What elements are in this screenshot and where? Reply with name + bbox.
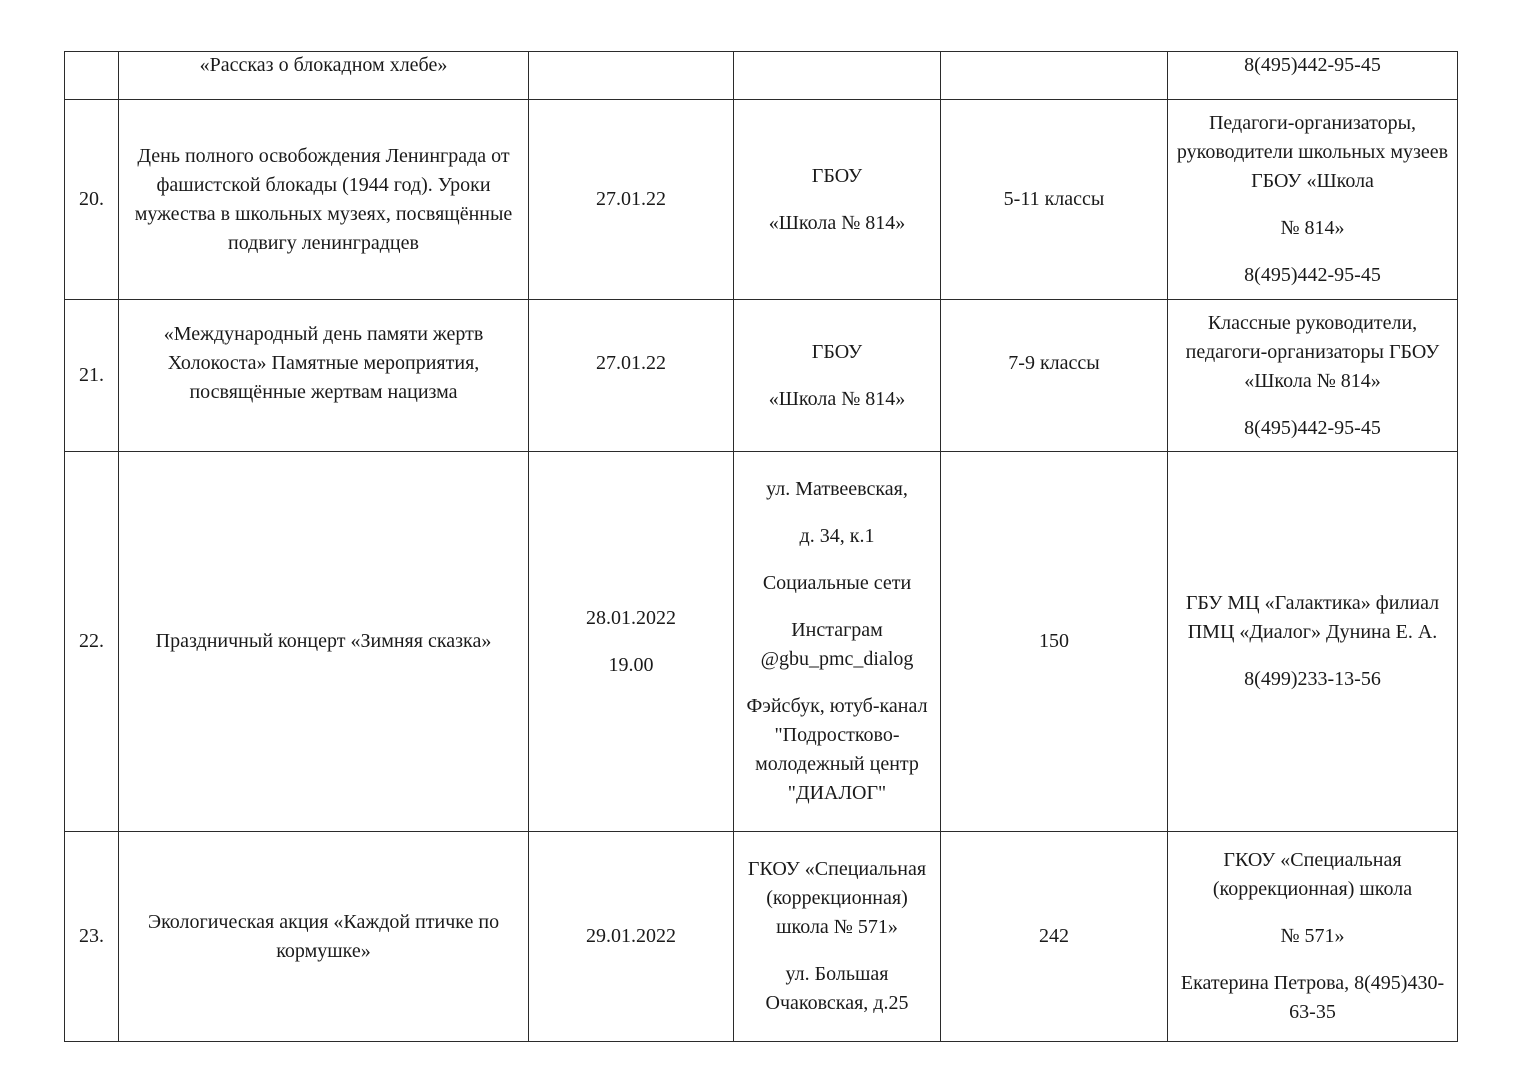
table-row-22 xyxy=(65,452,1458,832)
event-responsible: 8(495)442-95-45 xyxy=(1168,52,1458,100)
table-row-20 xyxy=(65,100,1458,300)
event-place: ГБОУ «Школа № 814» xyxy=(734,100,941,300)
event-name: Праздничный концерт «Зимняя сказка» xyxy=(119,452,529,832)
row-number xyxy=(65,52,119,100)
row-number: 23. xyxy=(65,832,119,1042)
row-number: 21. xyxy=(65,300,119,452)
event-name: «Рассказ о блокадном хлебе» xyxy=(119,52,529,100)
row-number: 22. xyxy=(65,452,119,832)
table-row-23 xyxy=(65,832,1458,1042)
event-responsible: ГБУ МЦ «Галактика» филиал ПМЦ «Диалог» Дунина Е. А. 8(499)233-13-56 xyxy=(1168,452,1458,832)
table-row-continued xyxy=(65,52,1458,100)
event-participants: 5-11 классы xyxy=(941,100,1168,300)
event-responsible: Педагоги-организаторы, руководители школьных музеев ГБОУ «Школа № 814» 8(495)442-95-45 xyxy=(1168,100,1458,300)
event-responsible: Классные руководители, педагоги-организаторы ГБОУ «Школа № 814» 8(495)442-95-45 xyxy=(1168,300,1458,452)
event-place xyxy=(734,52,941,100)
event-participants: 150 xyxy=(941,452,1168,832)
event-participants: 7-9 классы xyxy=(941,300,1168,452)
event-place: ГКОУ «Специальная (коррекционная) школа № 571» ул. Большая Очаковская, д.25 xyxy=(734,832,941,1042)
event-name: Экологическая акция «Каждой птичке по кормушке» xyxy=(119,832,529,1042)
event-responsible: ГКОУ «Специальная (коррекционная) школа № 571» Екатерина Петрова, 8(495)430-63-35 xyxy=(1168,832,1458,1042)
events-table xyxy=(64,51,1458,1042)
event-date: 29.01.2022 xyxy=(529,832,734,1042)
event-participants xyxy=(941,52,1168,100)
table-row-21 xyxy=(65,300,1458,452)
event-name: «Международный день памяти жертв Холокоста» Памятные мероприятия, посвящённые жертвам нацизма xyxy=(119,300,529,452)
event-date xyxy=(529,52,734,100)
event-date: 28.01.2022 19.00 xyxy=(529,452,734,832)
event-participants: 242 xyxy=(941,832,1168,1042)
event-name: День полного освобождения Ленинграда от фашистской блокады (1944 год). Уроки мужества в школьных музеях, посвящённые подвигу ленинградцев xyxy=(119,100,529,300)
event-place: ГБОУ «Школа № 814» xyxy=(734,300,941,452)
event-date: 27.01.22 xyxy=(529,300,734,452)
event-place: ул. Матвеевская, д. 34, к.1 Социальные сети Инстаграм @gbu_pmc_dialog Фэйсбук, ютуб-канал "Подростково-молодежный центр "ДИАЛОГ" xyxy=(734,452,941,832)
event-date: 27.01.22 xyxy=(529,100,734,300)
row-number: 20. xyxy=(65,100,119,300)
